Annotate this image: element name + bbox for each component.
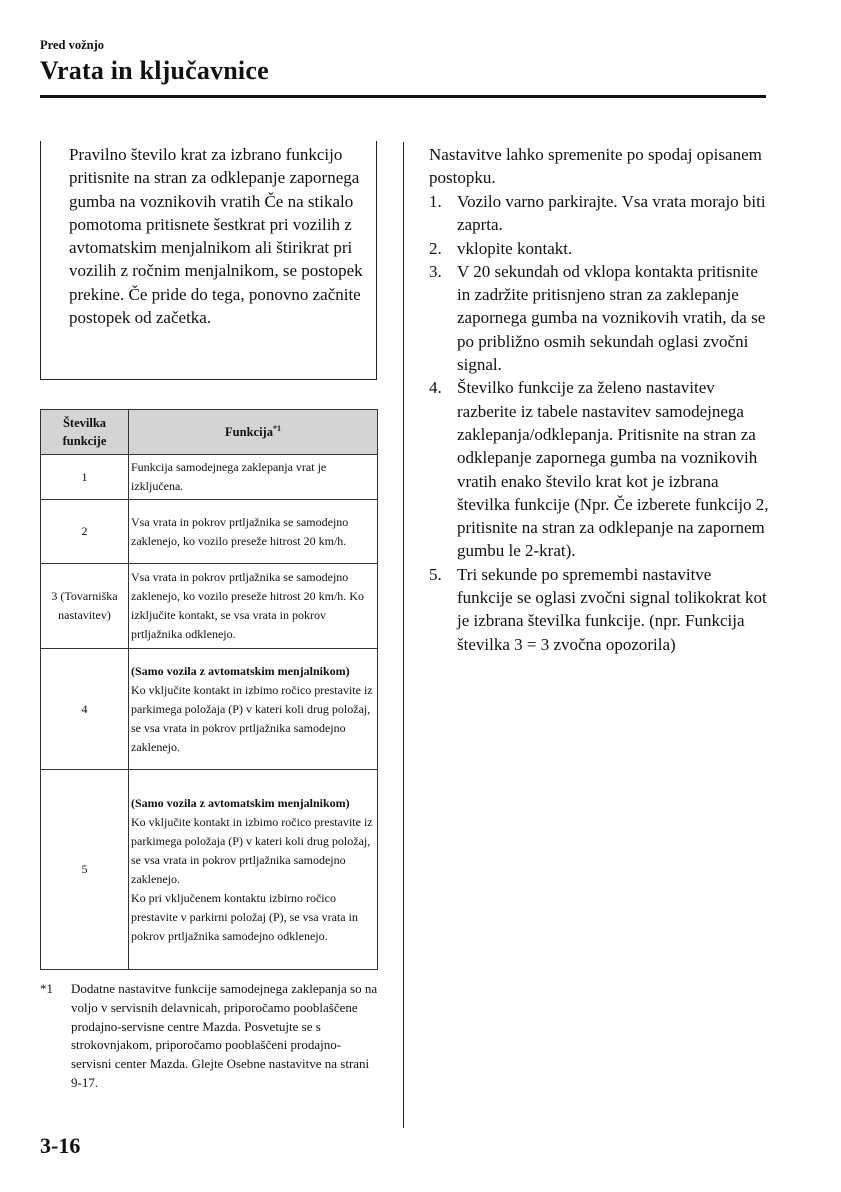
table-row xyxy=(41,564,378,649)
page-title: Vrata in ključavnice xyxy=(40,56,269,85)
description-text: Vsa vrata in pokrov prtljažnika se samodejno zaklenejo, ko vozilo preseže hitrost 20 km/h. xyxy=(131,514,349,548)
step-number: 3. xyxy=(429,261,442,281)
function-number: 5 xyxy=(41,770,129,970)
description-condition: (Samo vozila z avtomatskim menjalnikom) xyxy=(131,795,350,810)
function-description xyxy=(129,455,378,500)
step-text: Številko funkcije za želeno nastavitev razberite iz tabele nastavitev samodejnega zaklepanja/odklepanja. Pritisnite na stran za odklepanje zapornega gumba na voznikovih vratih enako število krat kot je izbrana številka funkcije (Npr. Če izberete funkcijo 2, pritisnite na stran za odklepanje na zapornem gumbu le 2-krat). xyxy=(457,378,769,561)
footnote-marker: *1 xyxy=(40,981,53,996)
list-item xyxy=(429,237,769,260)
step-text: Vozilo varno parkirajte. Vsa vrata morajo biti zaprta. xyxy=(457,192,766,235)
section-label: Pred vožnjo xyxy=(40,38,104,52)
header-footnote-marker: *1 xyxy=(272,423,281,433)
table-row xyxy=(41,770,378,970)
step-number: 2. xyxy=(429,238,442,258)
note-text: Pravilno število krat za izbrano funkcijo pritisnite na stran za odklepanje zapornega gumba na voznikovih vratih Če na stikalo pomotoma pritisnete šestkrat pri vozilih z avtomatskim menjalnikom ali štirikrat pri vozilih z ročnim menjalnikom, se postopek prekine. Če pride do tega, ponovno začnite postopek od začetka. xyxy=(69,145,363,328)
list-item xyxy=(429,376,769,562)
step-number: 1. xyxy=(429,192,442,211)
footnote-text: Dodatne nastavitve funkcije samodejnega zaklepanja so na voljo v servisnih delavnicah, priporočamo pooblaščene prodajno-servisne centre Mazda. Posvetujte se s strokovnjakom, priporočamo pooblaščeni prodajno-servisni center Mazda. Glejte Osebne nastavitve na strani 9-17. xyxy=(71,981,378,1090)
step-text: vklopite kontakt. xyxy=(457,238,573,258)
table-header-row xyxy=(41,410,378,455)
function-table xyxy=(40,409,378,970)
function-description xyxy=(129,649,378,770)
function-number: 4 xyxy=(41,649,129,770)
title-rule xyxy=(40,95,766,98)
procedure-intro: Nastavitve lahko spremenite po spodaj opisanem postopku. xyxy=(429,145,762,188)
list-item xyxy=(429,563,769,656)
table-row xyxy=(41,500,378,564)
header-function-label: Funkcija xyxy=(225,425,273,439)
function-description xyxy=(129,770,378,970)
note-box xyxy=(40,141,377,380)
description-text: Ko vključite kontakt in izbimo ročico prestavite iz parkimega položaja (P) v kateri koli drug položaj, se vsa vrata in pokrov prtljažnika samodejno zaklenejo. xyxy=(131,814,373,886)
function-number: 1 xyxy=(41,455,129,500)
step-text: Tri sekunde po spremembi nastavitve funkcije se oglasi zvočni signal tolikokrat kot je izbrana številka funkcije. (npr. Funkcija številka 3 = 3 zvočna opozorila) xyxy=(457,564,767,654)
procedure-steps xyxy=(429,190,769,656)
header-function xyxy=(129,410,378,455)
column-divider xyxy=(403,142,404,1128)
table-row xyxy=(41,455,378,500)
step-number: 4. xyxy=(429,378,442,398)
step-text: V 20 sekundah od vklopa kontakta pritisnite in zadržite pritisnjeno stran za zaklepanje zapornega gumba na voznikovih vratih, da se po približno osmih sekundah oglasi zvočni signal. xyxy=(457,261,766,375)
function-description xyxy=(129,564,378,649)
function-number: 3 (Tovarniška nastavitev) xyxy=(41,564,129,649)
header-function-number: Številka funkcije xyxy=(41,410,129,455)
function-number: 2 xyxy=(41,500,129,564)
description-text: Ko pri vključenem kontaktu izbirno ročico prestavite v parkirni položaj (P), se vsa vrata in pokrov prtljažnika samodejno odklenejo. xyxy=(131,890,358,943)
list-item xyxy=(429,260,769,376)
page-number: 3-16 xyxy=(40,1133,81,1158)
list-item xyxy=(429,190,769,237)
description-text: Ko vključite kontakt in izbimo ročico prestavite iz parkimega položaja (P) v kateri koli drug položaj, se vsa vrata in pokrov prtljažnika samodejno zaklenejo. xyxy=(131,682,373,754)
function-description xyxy=(129,500,378,564)
description-text: Vsa vrata in pokrov prtljažnika se samodejno zaklenejo, ko vozilo preseže hitrost 20 km/h. Ko izključite kontakt, se vsa vrata in pokrov prtljažnika odklenejo. xyxy=(131,570,364,641)
description-condition: (Samo vozila z avtomatskim menjalnikom) xyxy=(131,663,350,678)
step-number: 5. xyxy=(429,564,442,584)
table-row xyxy=(41,649,378,770)
description-text: Funkcija samodejnega zaklepanja vrat je izključena. xyxy=(131,460,327,493)
